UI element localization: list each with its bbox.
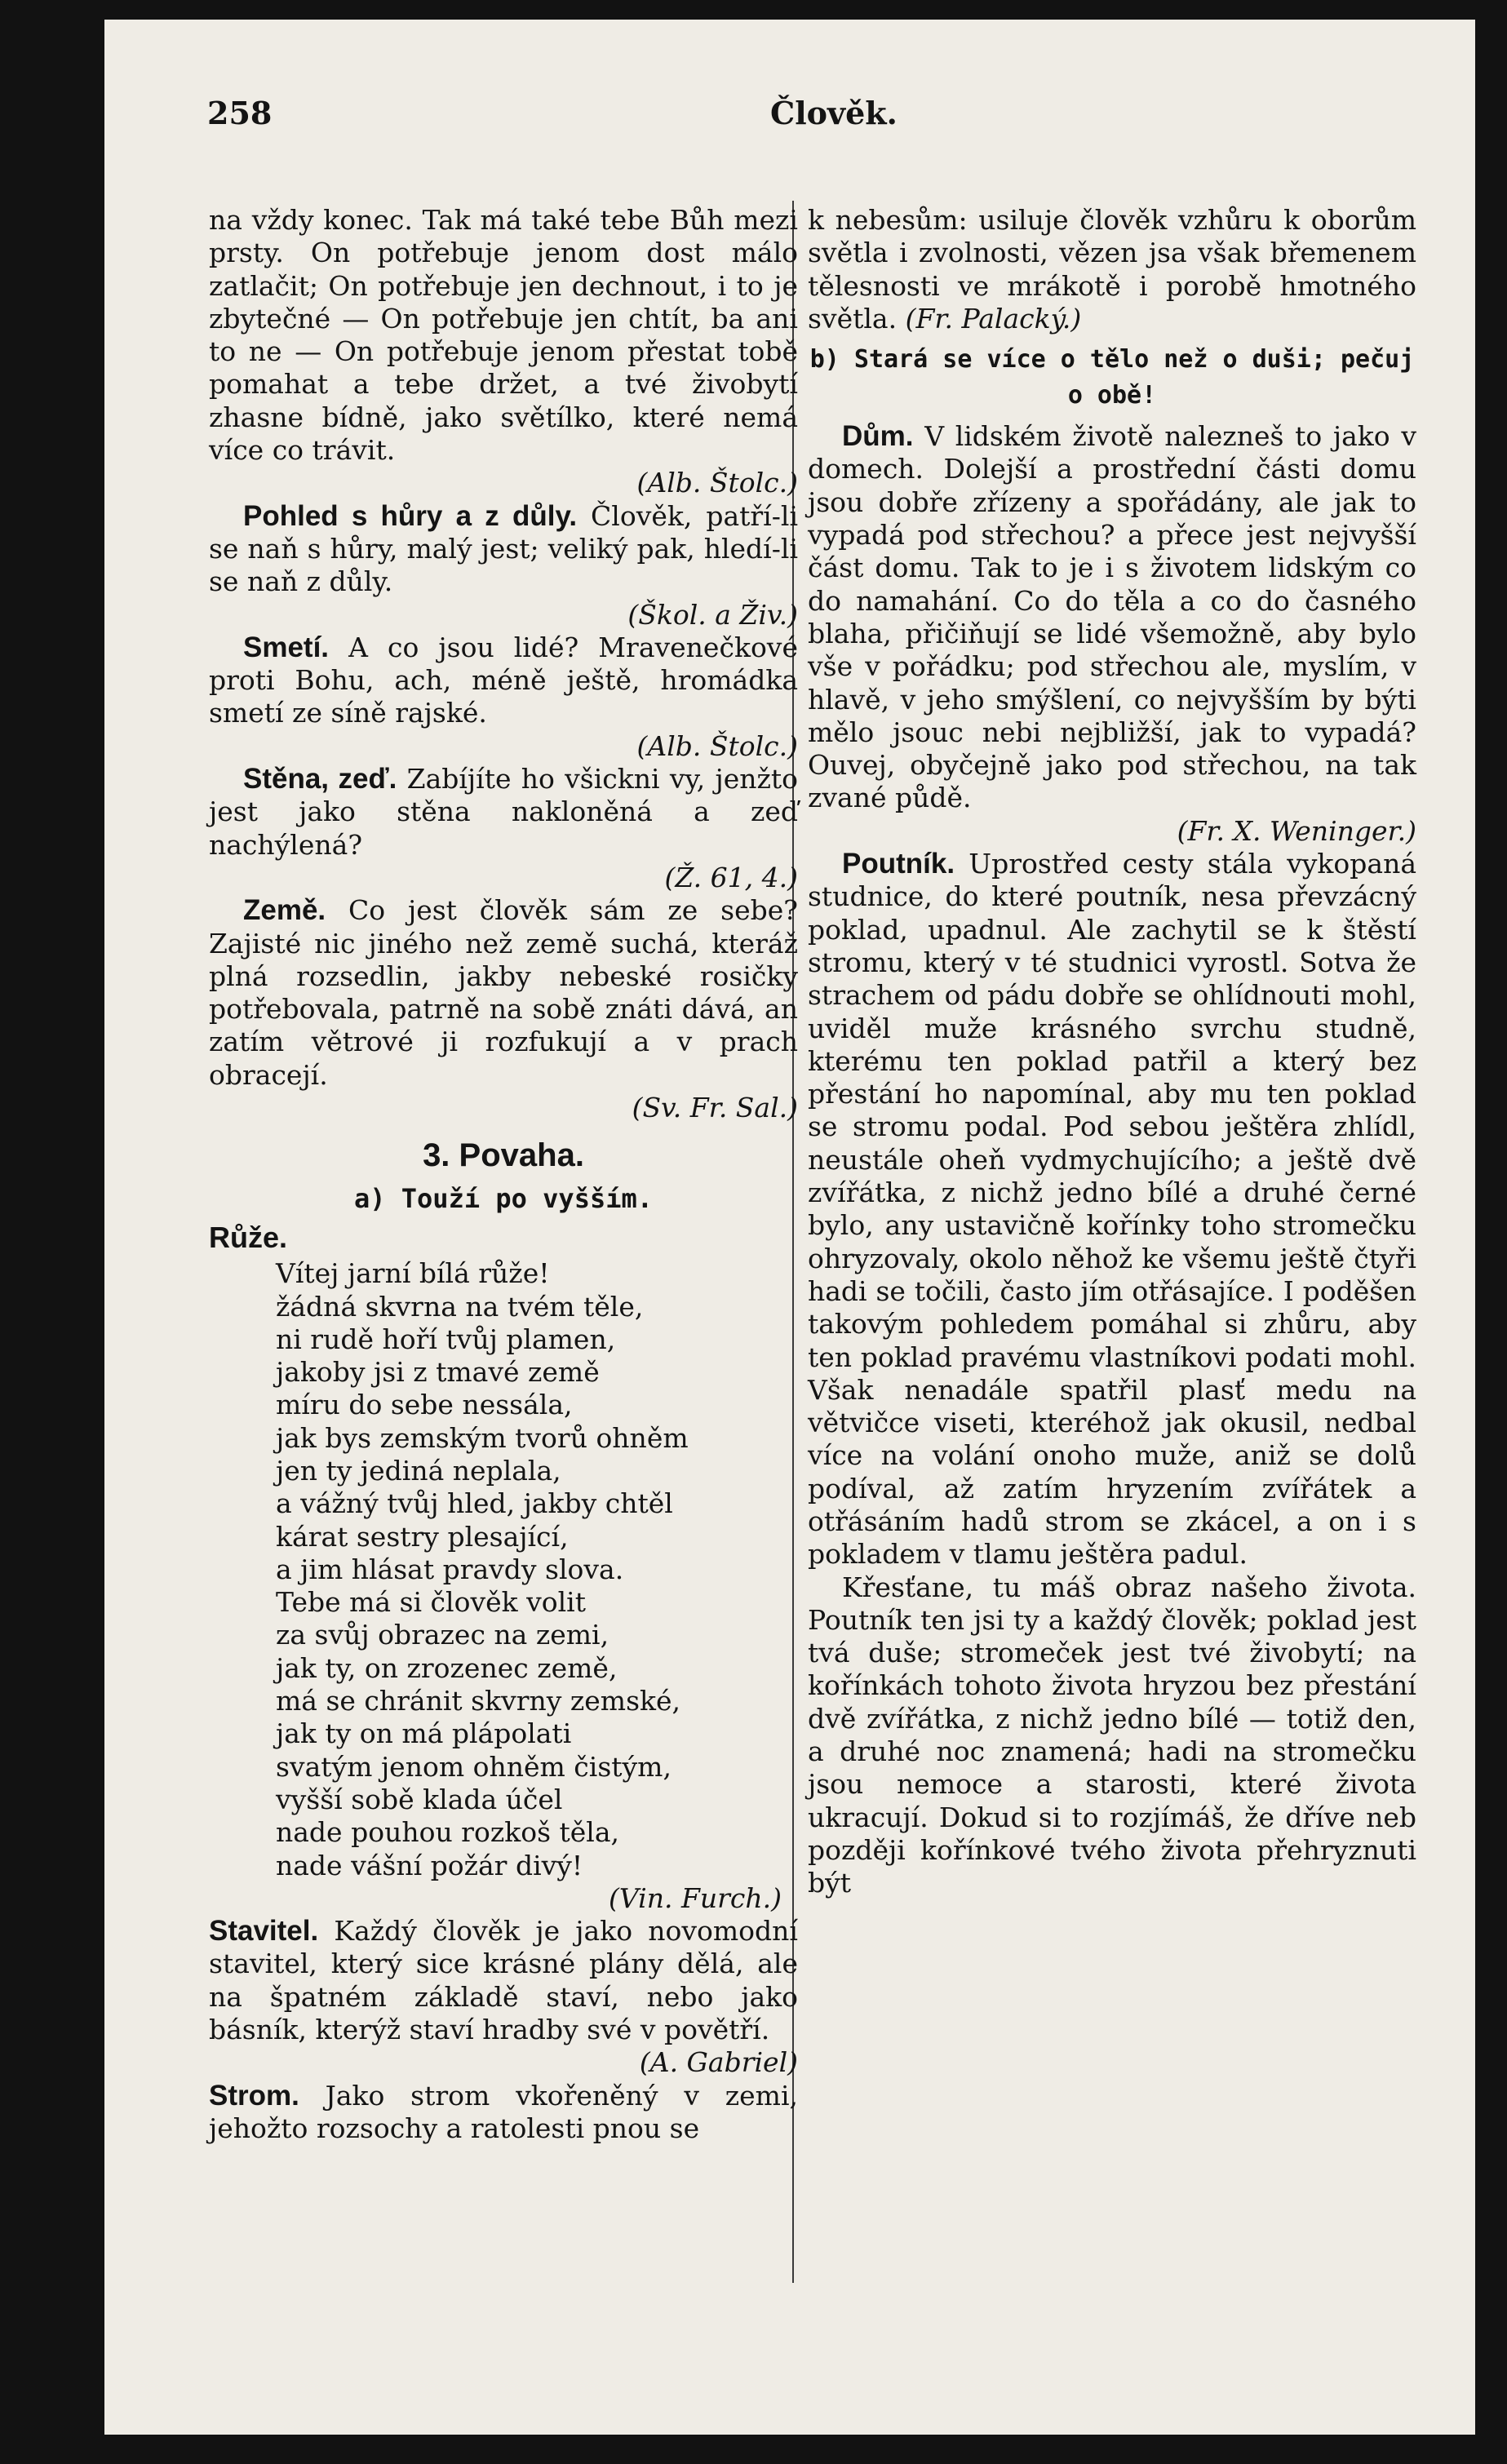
entry-keyword: Poutník. [842, 848, 955, 880]
poem-line: žádná skvrna na tvém těle, [276, 1290, 644, 1323]
source-citation: (Alb. Štolc.) [636, 729, 798, 762]
entry-smeti: Smetí. A co jsou lidé? Mravenečkové proti Bohu, ach, méně ještě, hromádka smetí ze síně rajské. [209, 631, 798, 729]
poem-line: jak bys zemským tvorů ohněm [276, 1421, 689, 1454]
entry-stavitel: Stavitel. Každý člověk je jako novomodní stavitel, který sice krásné plány dělá, ale na špatném základě staví, nebo jako básník, kterýž staví hradby své v povětří. [209, 1915, 798, 2046]
poem-line: svatým jenom ohněm čistým, [276, 1750, 672, 1783]
book-page [104, 20, 1475, 2435]
poem-line: nade pouhou rozkoš těla, [276, 1816, 620, 1849]
source-citation: (Fr. X. Weninger.) [1177, 814, 1416, 847]
source-citation: (Fr. Palacký.) [905, 302, 1082, 335]
entry-strom: Strom. Jako strom vkořeněný v zemi, jehožto rozsochy a ratolesti pnou se [209, 2079, 798, 2144]
poem-line: ni rudě hoří tvůj plamen, [276, 1323, 616, 1355]
right-column [808, 204, 1416, 1900]
poem-line: jen ty jediná neplala, [276, 1454, 561, 1487]
poem-line: a jim hlásat pravdy slova. [276, 1553, 624, 1585]
poem-line: Vítej jarní bílá růže! [276, 1257, 550, 1290]
poem-line: a vážný tvůj hled, jakby chtěl [276, 1487, 673, 1520]
poem-line: míru do sebe nessála, [276, 1389, 573, 1421]
poem-line: jak ty, on zrozenec země, [276, 1651, 618, 1684]
page-number: 258 [207, 95, 273, 131]
entry-pohled: Pohled s hůry a z důly. Člověk, patří-li se naň s hůry, malý jest; veliký pak, hledí-li se naň z důly. [209, 499, 798, 598]
paragraph: Křesťane, tu máš obraz našeho života. Poutník ten jsi ty a každý člověk; poklad jest tvá duše; stromeček jest tvé živobytí; na kořínkách tohoto života hryzou bez přestání dvě zvířátka, z nichž jedno bílé — totiž den, a druhé noc znamená; hadi na stromečku jsou nemoce a starosti, které života ukracují. Dokud si to rozjímáš, že dříve neb později kořínkové tvého života přehryznuti být [808, 1571, 1416, 1899]
poem-title: Růže. [209, 1220, 288, 1254]
poem-line: má se chránit skvrny zemské, [276, 1685, 681, 1717]
source-citation: (Vin. Furch.) [609, 1881, 782, 1914]
poem-line: Tebe má si člověk volit [276, 1586, 586, 1619]
subsection-title: a) Touží po vyšším. [353, 1182, 654, 1214]
running-title: Člověk. [770, 95, 898, 131]
paragraph: na vždy konec. Tak má také tebe Bůh mezi prsty. On potřebuje jenom dost málo zatlačit; On potřebuje jen dechnout, i to je zbytečné — On potřebuje jen chtít, ba ani to ne — On potřebuje jenom přestat tobě pomahat a tebe držet, a tvé živobytí zhasne bídně, jako světílko, které nemá více co trávit. [209, 204, 798, 467]
source-citation: (Ž. 61, 4.) [664, 861, 798, 893]
left-column [209, 204, 798, 2145]
entry-stena: Stěna, zeď. Zabíjíte ho všickni vy, jenžto jest jako stěna nakloněná a zeď nachýlená? [209, 763, 798, 861]
page-header [207, 95, 1456, 144]
source-citation: (Sv. Fr. Sal.) [632, 1092, 798, 1124]
source-citation: (Škol. a Živ.) [627, 598, 798, 631]
entry-keyword: Smetí. [243, 631, 330, 663]
poem [276, 1257, 798, 1882]
entry-dum: Dům. V lidském životě nalezneš to jako v domech. Dolejší a prostřední části domu jsou dobře zřízeny a spořádány, ale jak to vypadá pod střechou? a přece jest nejvyšší část domu. Tak to je i s životem lidským co do namahání. Co do těla a co do časného blaha, přičiňují se lidé všemožně, aby bylo vše v pořádku; pod střechou ale, myslím, v hlavě, v jeho smýšlení, co nejvyšším by býti mělo jsouc nebi nejbližší, jak to vypadá? Ouvej, obyčejně jako pod střechou, na tak zvané půdě. [808, 420, 1416, 814]
section-title: 3. Povaha. [423, 1137, 584, 1174]
paragraph: k nebesům: usiluje člověk vzhůru k oborům světla i zvolnosti, vězen jsa však břemenem tělesnosti ve mrákotě i porobě hmotného světla. (Fr. Palacký.) [808, 204, 1416, 335]
entry-keyword: Pohled s hůry a z důly. [243, 499, 578, 532]
entry-keyword: Strom. [209, 2079, 299, 2112]
entry-keyword: Stavitel. [209, 1915, 319, 1948]
poem-line: nade vášní požár divý! [276, 1849, 583, 1881]
poem-line: za svůj obrazec na zemi, [276, 1619, 609, 1651]
entry-zeme: Země. Co jest člověk sám ze sebe? Zajisté nic jiného než země suchá, kteráž plná rozsedlin, jakby nebeské rosičky potřebovala, patrně na sobě znáti dává, an zatím větrové ji rozfukují a v prach obracejí. [209, 894, 798, 1091]
poem-line: vyšší sobě klada účel [276, 1783, 563, 1815]
entry-keyword: Země. [243, 894, 326, 927]
source-citation: (Alb. Štolc.) [636, 467, 798, 499]
poem-line: kárat sestry plesající, [276, 1520, 569, 1553]
source-citation: (A. Gabriel) [639, 2046, 798, 2079]
entry-poutnik: Poutník. Uprostřed cesty stála vykopaná studnice, do které poutník, nesa převzácný poklad, upadnul. Ale zachytil se k štěstí stromu, který v té studnici vyrostl. Sotva že strachem od pádu dobře se ohlídnouti mohl, uviděl muže krásného svrchu studně, kterému ten poklad patřil a který bez přestání ho napomínal, aby mu ten poklad se stromu podal. Pod sebou ještěra zhlídl, neustále oheň vydmychujícího; a ještě dvě zvířátka, z nichž jedno bílé a druhé černé bylo, any ustavičně kořínky toho stromečku ohryzovaly, okolo něhož ke všemu ještě čtyři hadi se točili, často jím otřásajíce. I poděšen takovým pohledem pomáhal si zhůru, aby ten poklad pravému vlastníkovi podati mohl. Však nenadále spatřil plasť medu na větvičce viseti, kteréhož jak okusil, nedbal více na volání onoho muže, aniž se dolů podíval, až zatím hryzením zvířátek a otřásáním hadů strom se zkácel, a on i s pokladem v tlamu ještěra padul. [808, 848, 1416, 1571]
poem-line: jakoby jsi z tmavé země [276, 1356, 600, 1389]
entry-keyword: Stěna, zeď. [243, 763, 397, 795]
poem-line: jak ty on má plápolati [276, 1717, 572, 1750]
entry-keyword: Dům. [842, 420, 914, 453]
subsection-title: b) Stará se více o tělo než o duši; pečuj o obě! [809, 345, 1415, 410]
